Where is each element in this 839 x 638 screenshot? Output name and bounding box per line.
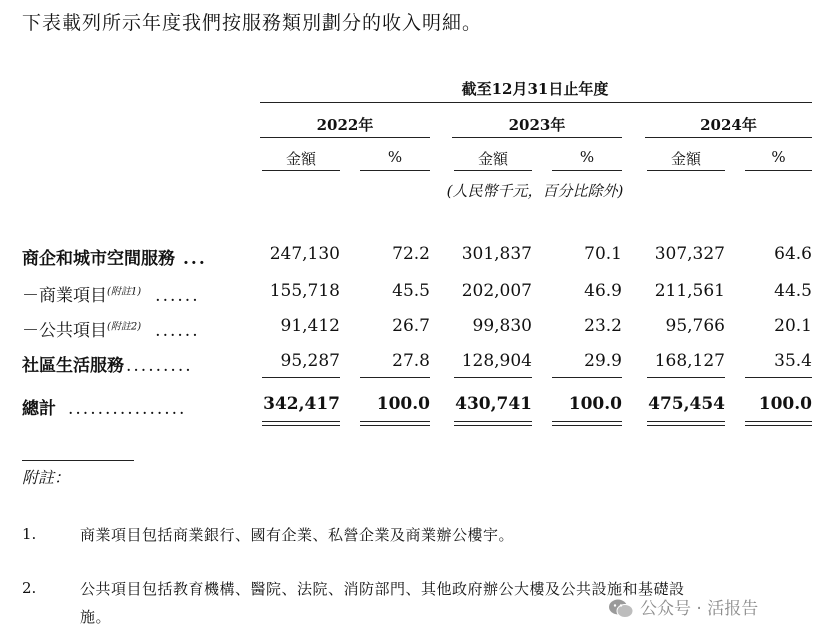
period-header: 截至12月31日止年度 xyxy=(461,80,609,98)
intro-text: 下表載列所示年度我們按服務類別劃分的收入明細。 xyxy=(22,12,483,34)
row-label-total xyxy=(22,394,186,419)
total-double-rule-f2 xyxy=(745,425,812,426)
table-cell: 99,830 xyxy=(472,316,532,336)
note-text-2-line-2: 施。 xyxy=(80,608,112,626)
notes-heading: 附註： xyxy=(22,468,71,487)
row-note-ref: (附註2) xyxy=(107,321,142,333)
amount-header-2022: 金額 xyxy=(285,150,316,168)
table-cell: 307,327 xyxy=(654,244,725,264)
percent-header-2022: % xyxy=(387,148,403,166)
table-cell: 64.6 xyxy=(774,244,812,264)
table-cell: 475,454 xyxy=(648,394,725,414)
year-rule-2024 xyxy=(645,137,812,138)
unit-note: (人民幣千元，百分比除外) xyxy=(446,182,624,200)
subheader-rule-d xyxy=(552,170,622,171)
wechat-logo-icon xyxy=(608,598,634,620)
table-cell: 430,741 xyxy=(455,394,532,414)
total-top-rule-f xyxy=(745,377,812,378)
watermark xyxy=(608,594,758,620)
table-cell: 44.5 xyxy=(774,281,812,301)
total-top-rule-d xyxy=(552,377,622,378)
table-cell: 46.9 xyxy=(584,281,622,301)
amount-header-2023: 金額 xyxy=(477,150,508,168)
row-label-text: 商企和城市空間服務 xyxy=(22,249,175,269)
total-top-rule-a xyxy=(262,377,340,378)
table-cell: 72.2 xyxy=(392,244,430,264)
table-cell: 155,718 xyxy=(269,281,340,301)
row-label-business-city xyxy=(22,244,207,269)
note-text-2-line-1: 公共項目包括教育機構、醫院、法院、消防部門、其他政府辦公大樓及公共設施和基礎設 xyxy=(80,580,685,598)
year-2024: 2024年 xyxy=(700,116,757,134)
table-cell: 26.7 xyxy=(392,316,430,336)
row-label-text: 總計 xyxy=(22,399,56,419)
table-cell: 202,007 xyxy=(461,281,532,301)
row-label-text: 社區生活服務 xyxy=(22,356,124,376)
period-rule xyxy=(260,102,812,103)
total-top-rule-b xyxy=(360,377,430,378)
note-text-1: 商業項目包括商業銀行、國有企業、私營企業及商業辦公樓宇。 xyxy=(80,526,515,544)
row-label-commercial xyxy=(22,281,200,306)
table-cell: 211,561 xyxy=(654,281,725,301)
table-cell: 301,837 xyxy=(461,244,532,264)
total-top-rule-c xyxy=(454,377,532,378)
total-double-rule-d1 xyxy=(552,421,622,422)
row-leader-dots: ...... xyxy=(155,286,200,306)
amount-header-2024: 金額 xyxy=(670,150,701,168)
row-label-public xyxy=(22,316,200,341)
table-cell: 45.5 xyxy=(392,281,430,301)
table-cell: 29.9 xyxy=(584,351,622,371)
table-cell: 95,766 xyxy=(665,316,725,336)
table-cell: 128,904 xyxy=(461,351,532,371)
note-number-1: 1. xyxy=(22,525,37,543)
total-double-rule-e2 xyxy=(647,425,725,426)
table-cell: 20.1 xyxy=(774,316,812,336)
subheader-rule-a xyxy=(262,170,340,171)
subheader-rule-f xyxy=(745,170,812,171)
total-top-rule-e xyxy=(647,377,725,378)
total-double-rule-a2 xyxy=(262,425,340,426)
table-cell: 95,287 xyxy=(280,351,340,371)
table-cell: 100.0 xyxy=(758,394,812,414)
subheader-rule-b xyxy=(360,170,430,171)
year-2023: 2023年 xyxy=(508,116,566,134)
total-double-rule-d2 xyxy=(552,425,622,426)
table-cell: 91,412 xyxy=(280,316,340,336)
table-cell: 70.1 xyxy=(584,244,622,264)
row-note-ref: (附註1) xyxy=(107,286,142,298)
total-double-rule-b1 xyxy=(360,421,430,422)
row-leader-dots: ... xyxy=(183,249,207,269)
total-double-rule-e1 xyxy=(647,421,725,422)
table-cell: 247,130 xyxy=(269,244,340,264)
year-rule-2022 xyxy=(260,137,430,138)
total-double-rule-a1 xyxy=(262,421,340,422)
total-double-rule-f1 xyxy=(745,421,812,422)
watermark-text: 公众号 · 活报告 xyxy=(640,599,759,619)
row-leader-dots: ................ xyxy=(68,399,187,419)
total-double-rule-c2 xyxy=(454,425,532,426)
year-rule-2023 xyxy=(452,137,622,138)
table-cell: 27.8 xyxy=(392,351,430,371)
subheader-rule-c xyxy=(454,170,532,171)
percent-header-2024: % xyxy=(771,148,786,166)
note-number-2: 2. xyxy=(22,579,37,597)
year-2022: 2022年 xyxy=(316,116,374,134)
row-leader-dots: ...... xyxy=(155,321,200,341)
table-cell: 342,417 xyxy=(263,394,340,414)
subheader-rule-e xyxy=(647,170,725,171)
total-double-rule-b2 xyxy=(360,425,430,426)
table-cell: 100.0 xyxy=(568,394,622,414)
row-leader-dots: ......... xyxy=(126,356,193,376)
percent-header-2023: % xyxy=(579,148,595,166)
table-cell: 168,127 xyxy=(654,351,725,371)
row-label-text: －公共項目 xyxy=(22,321,107,341)
row-label-community xyxy=(22,351,193,376)
row-label-text: －商業項目 xyxy=(22,286,107,306)
table-cell: 35.4 xyxy=(774,351,812,371)
table-cell: 23.2 xyxy=(584,316,622,336)
table-cell: 100.0 xyxy=(376,394,430,414)
total-double-rule-c1 xyxy=(454,421,532,422)
notes-separator xyxy=(22,460,134,461)
